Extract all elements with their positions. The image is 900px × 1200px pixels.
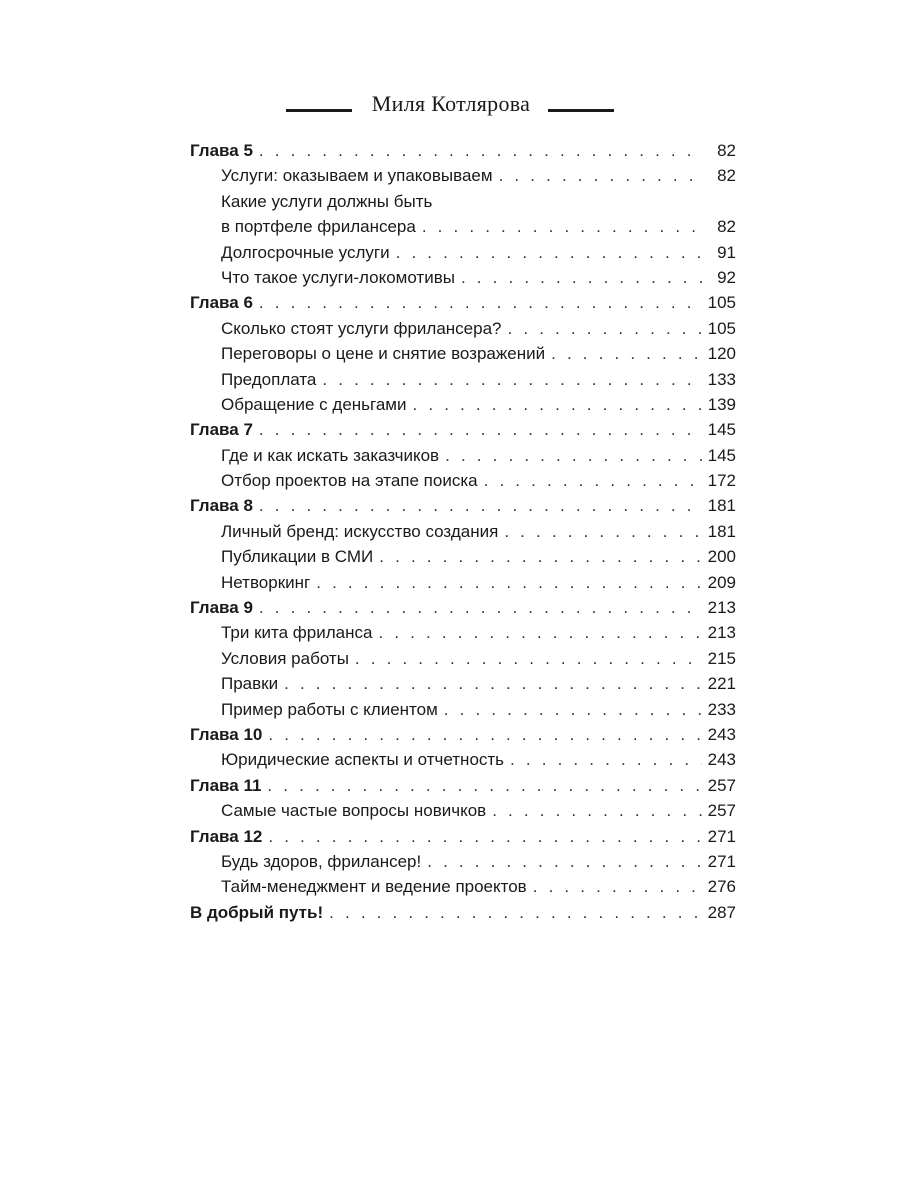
toc-section-title: Будь здоров, фрилансер!: [221, 851, 422, 871]
toc-leader-dots: [268, 722, 702, 747]
toc-section-row: [190, 214, 736, 239]
toc-section-row: [190, 443, 736, 468]
toc-leader-dots: [508, 316, 703, 341]
toc-section-row: [190, 265, 736, 290]
toc-page-number: 181: [707, 521, 736, 541]
toc-page-number: 92: [717, 267, 736, 287]
toc-section-title: Обращение с деньгами: [221, 394, 407, 414]
toc-page-number: 82: [717, 166, 736, 186]
toc-section-row: [190, 189, 736, 214]
toc-leader-dots: [510, 747, 702, 772]
toc-chapter-row: [190, 900, 736, 925]
toc-page-number: 257: [707, 801, 736, 821]
toc-section-row: [190, 240, 736, 265]
toc-page-number: 276: [707, 877, 736, 897]
toc-leader-dots: [329, 900, 702, 925]
toc-section-row: [190, 392, 736, 417]
toc-page-number: 287: [707, 902, 736, 922]
toc-section-row: [190, 316, 736, 341]
toc-leader-dots: [355, 646, 702, 671]
toc-leader-dots: [492, 798, 702, 823]
toc-leader-dots: [316, 570, 702, 595]
toc-page-number: 145: [707, 420, 736, 440]
toc-section-title: Долгосрочные услуги: [221, 242, 390, 262]
toc-chapter-title: Глава 9: [190, 598, 253, 618]
toc-section-row: [190, 646, 736, 671]
toc-section-title: Личный бренд: искусство создания: [221, 521, 499, 541]
toc-leader-dots: [413, 392, 703, 417]
toc-section-title: Пример работы с клиентом: [221, 699, 438, 719]
toc-chapter-row: [190, 824, 736, 849]
toc-page-number: 257: [707, 775, 736, 795]
toc-section-title: Отбор проектов на этапе поиска: [221, 471, 478, 491]
toc-leader-dots: [533, 874, 702, 899]
toc-leader-dots: [461, 265, 702, 290]
toc-leader-dots: [551, 341, 702, 366]
toc-section-row: [190, 367, 736, 392]
toc-chapter-row: [190, 595, 736, 620]
toc-chapter-row: [190, 138, 736, 163]
toc-page-number: 213: [707, 623, 736, 643]
toc-section-row: [190, 697, 736, 722]
header-rule-left: [286, 109, 352, 112]
toc-leader-dots: [259, 493, 702, 518]
toc-page-number: 133: [707, 369, 736, 389]
toc-chapter-title: Глава 8: [190, 496, 253, 516]
toc-leader-dots: [422, 214, 702, 239]
toc-section-row: [190, 468, 736, 493]
toc-chapter-title: Глава 5: [190, 141, 253, 160]
header-rule-right: [548, 109, 614, 112]
toc-section-title: Какие услуги должны быть: [221, 191, 433, 211]
toc-page-number: 105: [707, 318, 736, 338]
table-of-contents: [190, 138, 736, 925]
toc-section-title: Тайм-менеджмент и ведение проектов: [221, 877, 527, 897]
toc-section-row: [190, 544, 736, 569]
toc-section-title: Переговоры о цене и снятие возражений: [221, 344, 546, 364]
toc-section-row: [190, 341, 736, 366]
toc-page-number: 181: [707, 496, 736, 516]
toc-section-title: Три кита фриланса: [221, 623, 373, 643]
toc-chapter-title: Глава 6: [190, 293, 253, 313]
toc-leader-dots: [378, 620, 702, 645]
toc-page-number: 120: [707, 344, 736, 364]
toc-chapter-row: [190, 290, 736, 315]
toc-section-row: [190, 570, 736, 595]
toc-section-title: в портфеле фрилансера: [221, 217, 416, 237]
toc-leader-dots: [499, 163, 702, 188]
toc-section-row: [190, 620, 736, 645]
toc-page-number: 243: [707, 750, 736, 770]
toc-section-title: Что такое услуги-локомотивы: [221, 267, 455, 287]
toc-chapter-title: Глава 7: [190, 420, 253, 440]
toc-leader-dots: [284, 671, 702, 696]
toc-leader-dots: [396, 240, 702, 265]
toc-leader-dots: [504, 519, 702, 544]
toc-page-number: 221: [707, 674, 736, 694]
header-author: Миля Котлярова: [371, 91, 531, 116]
toc-section-row: [190, 519, 736, 544]
toc-leader-dots: [322, 367, 702, 392]
toc-page-number: 233: [707, 699, 736, 719]
toc-leader-dots: [259, 138, 702, 163]
toc-page-number: 145: [707, 445, 736, 465]
toc-chapter-row: [190, 773, 736, 798]
toc-leader-dots: [444, 697, 702, 722]
toc-chapter-title: Глава 12: [190, 826, 263, 846]
toc-leader-dots: [427, 849, 702, 874]
toc-chapter-title: Глава 10: [190, 724, 263, 744]
toc-section-title: Публикации в СМИ: [221, 547, 374, 567]
toc-chapter-title: Глава 11: [190, 775, 262, 795]
toc-page-number: 82: [717, 217, 736, 237]
toc-page-number: 271: [707, 851, 736, 871]
toc-section-title: Где и как искать заказчиков: [221, 445, 440, 465]
toc-section-row: [190, 849, 736, 874]
toc-chapter-row: [190, 722, 736, 747]
toc-page-number: 172: [707, 471, 736, 491]
toc-section-row: [190, 747, 736, 772]
toc-section-row: [190, 874, 736, 899]
toc-page-number: 209: [707, 572, 736, 592]
toc-page-number: 139: [707, 394, 736, 414]
toc-section-title: Самые частые вопросы новичков: [221, 801, 487, 821]
toc-leader-dots: [268, 824, 702, 849]
toc-chapter-row: [190, 417, 736, 442]
toc-section-title: Условия работы: [221, 648, 349, 668]
toc-leader-dots: [484, 468, 702, 493]
toc-chapter-row: [190, 493, 736, 518]
toc-page-number: 91: [717, 242, 736, 262]
toc-leader-dots: [259, 290, 702, 315]
toc-page-number: 213: [707, 598, 736, 618]
toc-leader-dots: [445, 443, 702, 468]
toc-page-number: 215: [707, 648, 736, 668]
toc-page-number: 105: [707, 293, 736, 313]
toc-section-title: Нетворкинг: [221, 572, 311, 592]
toc-section-row: [190, 798, 736, 823]
toc-leader-dots: [267, 773, 702, 798]
toc-leader-dots: [259, 595, 702, 620]
toc-section-title: Юридические аспекты и отчетность: [221, 750, 505, 770]
toc-section-title: Сколько стоят услуги фрилансера?: [221, 318, 502, 338]
toc-page-number: 271: [707, 826, 736, 846]
toc-section-title: Предоплата: [221, 369, 317, 389]
toc-section-row: [190, 671, 736, 696]
toc-section-title: Услуги: оказываем и упаковываем: [221, 166, 493, 186]
toc-page-number: 82: [717, 141, 736, 160]
running-header: [0, 84, 900, 124]
toc-section-title: Правки: [221, 674, 279, 694]
toc-section-row: [190, 163, 736, 188]
toc-leader-dots: [379, 544, 702, 569]
toc-page-number: 200: [707, 547, 736, 567]
toc-chapter-title: В добрый путь!: [190, 902, 324, 922]
toc-page-number: 243: [707, 724, 736, 744]
toc-leader-dots: [259, 417, 702, 442]
